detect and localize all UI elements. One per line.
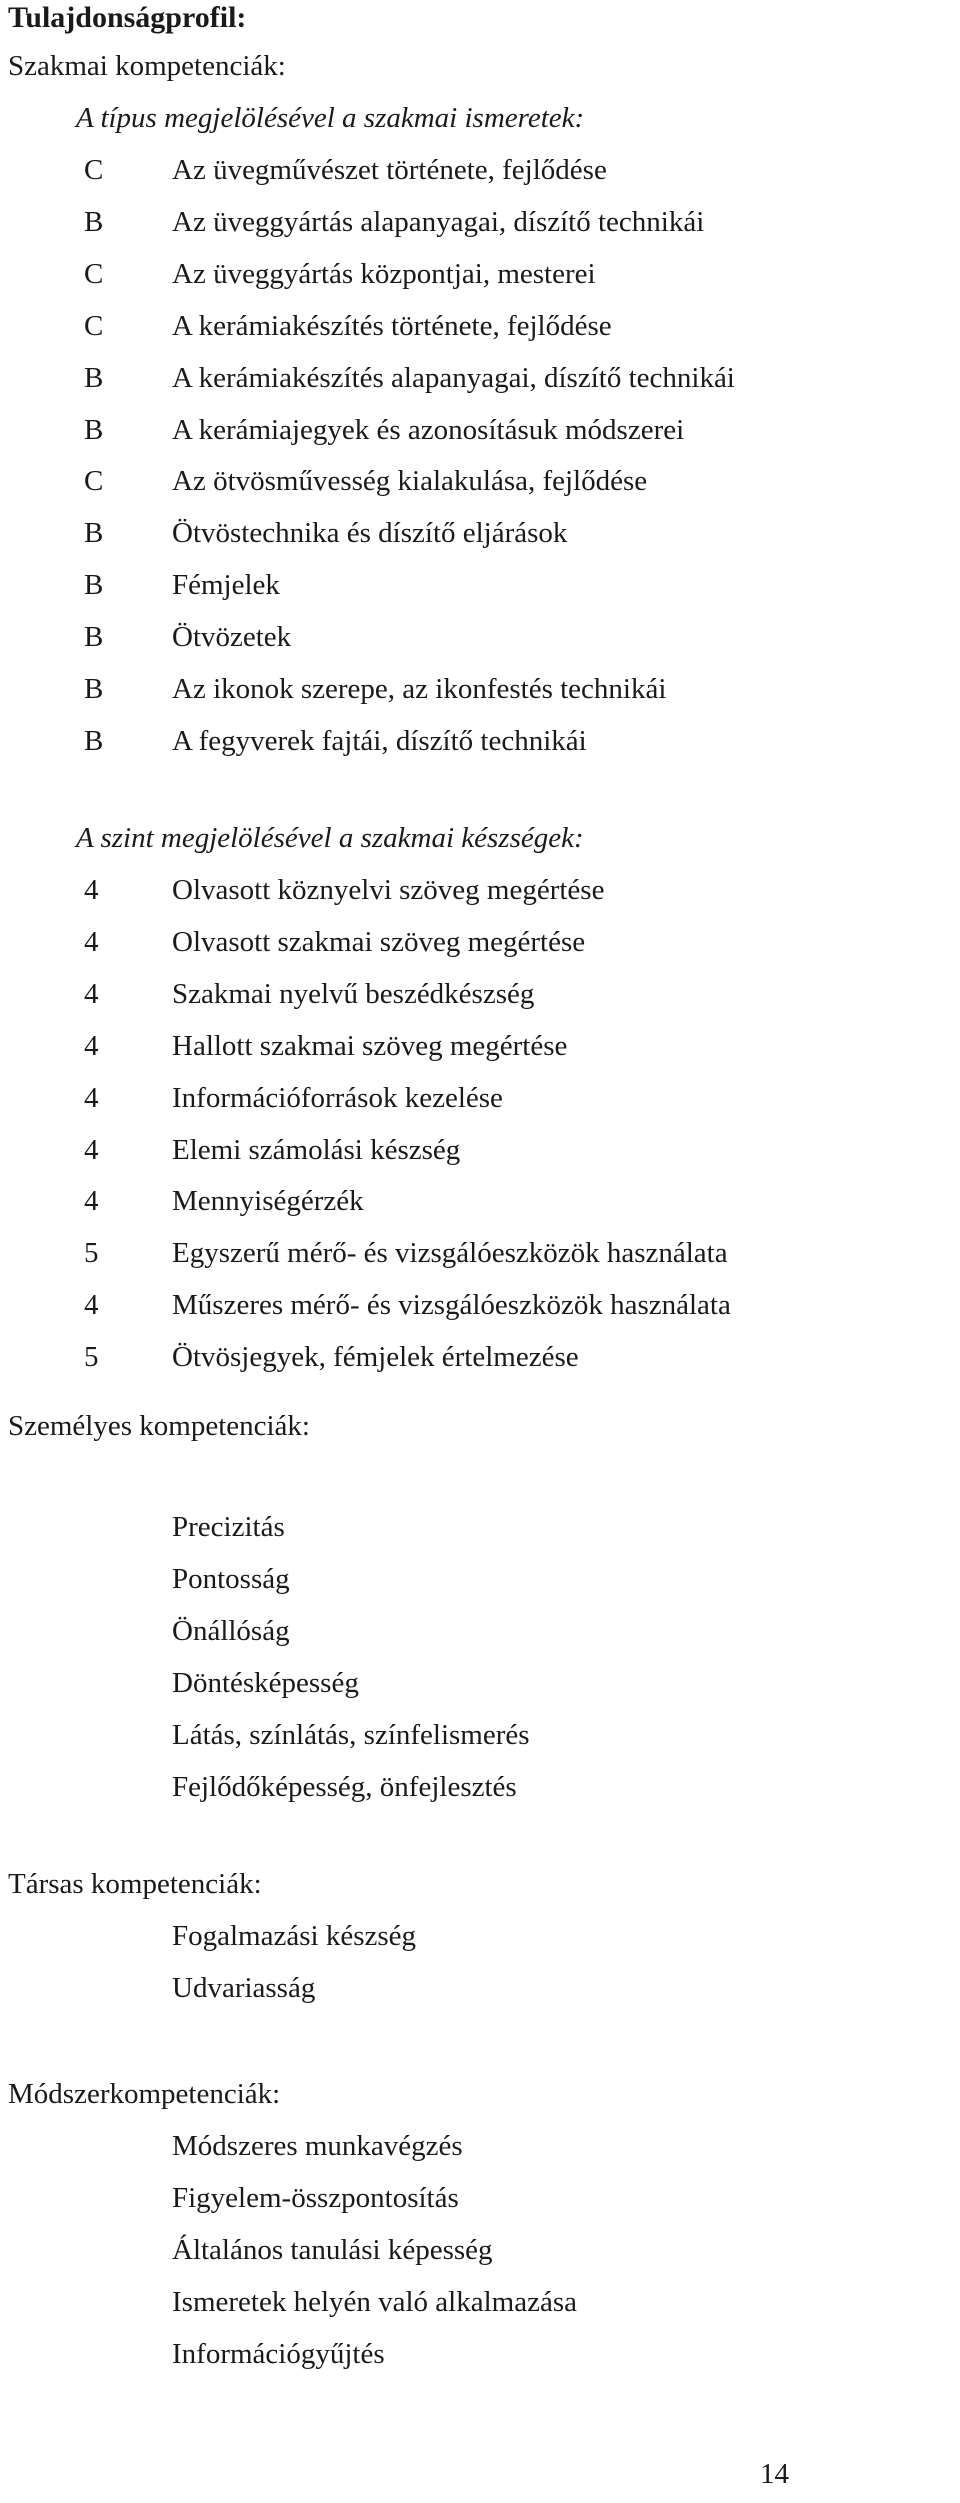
skill-item-text: Információforrások kezelése <box>172 1081 503 1114</box>
skill-item-code: 4 <box>84 874 99 906</box>
skill-item-text: Olvasott köznyelvi szöveg megértése <box>172 874 605 906</box>
knowledge-item <box>84 360 900 396</box>
personal-item: Fejlődőképesség, önfejlesztés <box>172 1770 517 1803</box>
knowledge-item-text: Ötvözetek <box>172 621 292 654</box>
skill-item-code: 4 <box>84 925 99 958</box>
knowledge-item-code: C <box>84 309 104 342</box>
knowledge-item <box>84 152 900 188</box>
knowledge-heading: A típus megjelölésével a szakmai ismeretek: <box>76 102 585 134</box>
skill-item <box>84 1183 900 1219</box>
knowledge-item-text: Az üveggyártás alapanyagai, díszítő technikái <box>172 205 705 238</box>
knowledge-item-code: B <box>84 361 104 394</box>
knowledge-item <box>84 308 900 344</box>
methodological-item: Általános tanulási képesség <box>172 2233 493 2266</box>
knowledge-item-code: B <box>84 205 104 238</box>
methodological-item: Figyelem-összpontosítás <box>172 2181 459 2214</box>
knowledge-item-text: A fegyverek fajtái, díszítő technikái <box>172 724 587 757</box>
skill-item-text: Ötvösjegyek, fémjelek értelmezése <box>172 1341 579 1374</box>
skill-item-code: 4 <box>84 1289 99 1322</box>
knowledge-item-text: A kerámiajegyek és azonosításuk módszerei <box>172 413 685 446</box>
knowledge-item-text: A kerámiakészítés alapanyagai, díszítő technikái <box>172 361 735 394</box>
skill-item <box>84 1339 900 1375</box>
knowledge-item-code: B <box>84 517 104 550</box>
knowledge-item <box>84 515 900 551</box>
knowledge-item-text: Fémjelek <box>172 569 280 602</box>
methodological-item: Információgyűjtés <box>172 2337 385 2370</box>
skill-item-code: 4 <box>84 1029 99 1062</box>
knowledge-item-code: B <box>84 569 104 602</box>
page-title: Tulajdonságprofil: <box>8 1 247 34</box>
knowledge-item-code: C <box>84 154 104 186</box>
page-number: 14 <box>760 2458 789 2490</box>
knowledge-item <box>84 723 900 759</box>
personal-item: Döntésképesség <box>172 1666 359 1699</box>
knowledge-item-text: Az ötvösművesség kialakulása, fejlődése <box>172 465 648 498</box>
skill-item <box>84 976 900 1012</box>
skill-item-text: Műszeres mérő- és vizsgálóeszközök használata <box>172 1289 731 1322</box>
knowledge-item-code: B <box>84 413 104 446</box>
knowledge-item-code: B <box>84 724 104 757</box>
methodological-item: Ismeretek helyén való alkalmazása <box>172 2285 577 2318</box>
skill-item-text: Szakmai nyelvű beszédkészség <box>172 977 535 1010</box>
knowledge-item-text: A kerámiakészítés története, fejlődése <box>172 309 612 342</box>
skill-item-code: 5 <box>84 1237 99 1270</box>
skill-item <box>84 1132 900 1168</box>
personal-heading: Személyes kompetenciák: <box>8 1410 310 1442</box>
knowledge-item-text: Az üveggyártás központjai, mesterei <box>172 257 596 290</box>
skill-item <box>84 872 900 908</box>
skills-heading: A szint megjelölésével a szakmai készségek: <box>76 822 584 854</box>
personal-item: Precizitás <box>172 1511 285 1543</box>
knowledge-item <box>84 463 900 499</box>
knowledge-item-text: Az üvegművészet története, fejlődése <box>172 154 607 186</box>
skill-item <box>84 924 900 960</box>
skill-item-code: 5 <box>84 1341 99 1374</box>
social-heading: Társas kompetenciák: <box>8 1868 262 1900</box>
knowledge-item <box>84 412 900 448</box>
knowledge-item-code: C <box>84 465 104 498</box>
knowledge-item <box>84 619 900 655</box>
personal-item: Pontosság <box>172 1562 290 1595</box>
personal-item: Látás, színlátás, színfelismerés <box>172 1718 530 1751</box>
skill-item-text: Egyszerű mérő- és vizsgálóeszközök használata <box>172 1237 728 1270</box>
knowledge-item-code: B <box>84 621 104 654</box>
skill-item <box>84 1028 900 1064</box>
professional-heading: Szakmai kompetenciák: <box>8 50 286 82</box>
knowledge-item <box>84 204 900 240</box>
skill-item <box>84 1287 900 1323</box>
social-item: Fogalmazási készség <box>172 1920 417 1952</box>
knowledge-item-text: Az ikonok szerepe, az ikonfestés technikái <box>172 673 667 705</box>
knowledge-item <box>84 567 900 603</box>
skill-item-text: Mennyiségérzék <box>172 1185 364 1218</box>
skill-item-code: 4 <box>84 977 99 1010</box>
knowledge-item <box>84 671 900 707</box>
skill-item-text: Olvasott szakmai szöveg megértése <box>172 925 586 958</box>
knowledge-item <box>84 256 900 292</box>
knowledge-item-code: C <box>84 257 104 290</box>
skill-item-text: Hallott szakmai szöveg megértése <box>172 1029 568 1062</box>
skill-item-code: 4 <box>84 1133 99 1166</box>
social-item: Udvariasság <box>172 1971 316 2004</box>
methodological-heading: Módszerkompetenciák: <box>8 2078 281 2110</box>
knowledge-item-text: Ötvöstechnika és díszítő eljárások <box>172 517 568 550</box>
skill-item-code: 4 <box>84 1185 99 1218</box>
skill-item-code: 4 <box>84 1081 99 1114</box>
skill-item <box>84 1235 900 1271</box>
skill-item-text: Elemi számolási készség <box>172 1133 461 1166</box>
methodological-item: Módszeres munkavégzés <box>172 2130 463 2162</box>
personal-item: Önállóság <box>172 1614 290 1647</box>
knowledge-item-code: B <box>84 673 104 705</box>
skill-item <box>84 1080 900 1116</box>
